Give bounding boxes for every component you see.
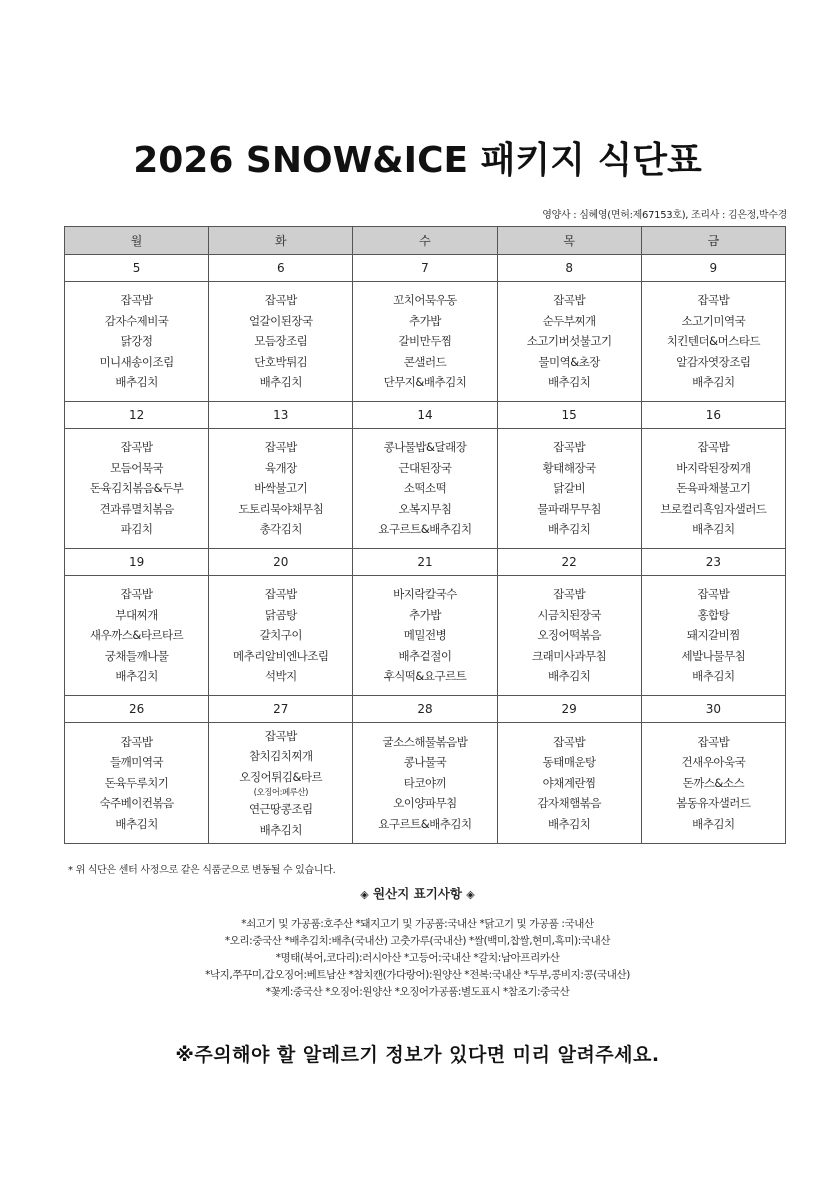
origin-title: 원산지 표기사항: [373, 886, 462, 901]
staff-credit: 영양사 : 심혜영(면허:제67153호), 조리사 : 김은정,박수경: [542, 210, 787, 221]
meal-item: 동태매운탕: [542, 755, 596, 770]
meal-item: 새우까스&타르타르: [89, 628, 184, 643]
meal-item: 크래미사과무침: [532, 648, 607, 663]
weekday-header-row: [65, 227, 786, 255]
menu-table: [64, 226, 786, 844]
meal-item: 배추김치: [115, 669, 158, 684]
meal-item: 추가밥: [409, 313, 441, 328]
meal-cell: [209, 723, 353, 844]
meal-item: 추가밥: [409, 607, 441, 622]
meal-item: 물파래무무침: [537, 501, 601, 516]
date-cell: 15: [497, 402, 641, 429]
meal-item: 요구르트&배추김치: [378, 816, 472, 831]
meal-item: 오징어튀김&타르: [239, 769, 323, 784]
meal-item: 바지락칼국수: [393, 587, 457, 602]
page-title: 2026 SNOW&ICE 패키지 식단표: [133, 140, 702, 181]
meal-cell: [65, 429, 209, 549]
meal-item: 건새우아욱국: [681, 755, 746, 770]
date-cell: 27: [209, 696, 353, 723]
meal-item: 잡곡밥: [553, 734, 586, 749]
diamond-icon: ◈: [466, 888, 475, 901]
diamond-icon: ◈: [360, 888, 369, 901]
meal-item: 잡곡밥: [120, 587, 153, 602]
meal-item: 배추김치: [547, 522, 591, 537]
meal-item: 홍합탕: [697, 607, 730, 622]
date-cell: 8: [497, 255, 641, 282]
meal-item: 브로컬리흑임자샐러드: [660, 501, 767, 516]
meal-item: 갈치구이: [259, 628, 302, 643]
origin-line: *꽃게:중국산 *오징어:원양산 *오징어가공품:별도표시 *참조기:중국산: [265, 986, 570, 998]
date-cell: 12: [65, 402, 209, 429]
meal-item: 잡곡밥: [264, 728, 297, 743]
meal-item: 감자채햄볶음: [537, 796, 601, 811]
meal-item: 타코야끼: [403, 775, 447, 790]
date-cell: 21: [353, 549, 497, 576]
meal-item: 돈육김치볶음&두부: [89, 481, 184, 496]
meal-cell: [353, 429, 497, 549]
meal-item: 배추김치: [259, 375, 302, 390]
meal-item: 봄동유자샐러드: [676, 796, 751, 811]
meal-item: 육개장: [264, 460, 297, 475]
meal-item: 단호박튀김: [254, 354, 308, 369]
meal-item: 닭갈비: [553, 481, 586, 496]
meal-item: 석박지: [264, 669, 297, 684]
origin-line: *쇠고기 및 가공품:호주산 *돼지고기 및 가공품:국내산 *닭고기 및 가공품 :국내산: [241, 918, 594, 930]
meal-item: 굴소스해물볶음밥: [382, 734, 468, 749]
date-cell: 30: [641, 696, 785, 723]
date-cell: 29: [497, 696, 641, 723]
meal-item: 잡곡밥: [264, 293, 297, 308]
meal-item: 소고기버섯불고기: [526, 334, 612, 349]
meal-item: 총각김치: [259, 522, 302, 537]
meal-cell: [641, 576, 785, 696]
meal-item: 오징어떡볶음: [537, 628, 601, 643]
origin-line: *낙지,쭈꾸미,갑오징어:베트남산 *참치캔(가다랑어):원양산 *전복:국내산 *두부,콩비지:콩(국내산): [205, 969, 630, 981]
date-cell: 9: [641, 255, 785, 282]
meal-item: 배추김치: [115, 816, 158, 831]
meal-item: 파김치: [120, 522, 153, 537]
meal-item: 황태해장국: [542, 460, 596, 475]
allergy-notice: ※주의해야 할 알레르기 정보가 있다면 미리 알려주세요.: [175, 1044, 660, 1066]
meal-item: 꼬치어묵우동: [393, 293, 457, 308]
weekday-header: 월: [65, 227, 209, 255]
meal-item: 시금치된장국: [537, 607, 601, 622]
meal-item: 부대찌개: [115, 607, 158, 622]
date-row: [65, 696, 786, 723]
meal-item: 후식떡&요구르트: [383, 669, 467, 684]
meal-cell: [209, 429, 353, 549]
meal-item: 오이양파무침: [393, 796, 457, 811]
meal-item: 참치김치찌개: [248, 749, 313, 764]
meal-item: 배추김치: [547, 669, 591, 684]
meal-item: 돼지갈비찜: [686, 628, 740, 643]
meal-item: 잡곡밥: [120, 734, 153, 749]
meal-item: 잡곡밥: [553, 440, 586, 455]
meal-item: 배추김치: [692, 669, 735, 684]
meal-cell: [353, 576, 497, 696]
date-cell: 13: [209, 402, 353, 429]
meal-row: [65, 723, 786, 844]
meal-item: 물미역&초장: [538, 354, 600, 369]
weekday-header: 화: [209, 227, 353, 255]
menu-body: [65, 255, 786, 844]
change-note: * 위 식단은 센터 사정으로 같은 식품군으로 변동될 수 있습니다.: [68, 865, 336, 876]
meal-cell: [497, 282, 641, 402]
meal-cell: [497, 723, 641, 844]
meal-item: 메밀전병: [403, 628, 447, 643]
meal-cell: [641, 723, 785, 844]
meal-cell: [209, 576, 353, 696]
meal-cell: [497, 429, 641, 549]
date-cell: 26: [65, 696, 209, 723]
meal-item: 잡곡밥: [697, 440, 730, 455]
meal-item: 잡곡밥: [697, 734, 730, 749]
meal-item: 잡곡밥: [697, 293, 730, 308]
date-cell: 19: [65, 549, 209, 576]
date-cell: 5: [65, 255, 209, 282]
meal-item: 배추김치: [692, 816, 735, 831]
meal-cell: [65, 282, 209, 402]
meal-row: [65, 576, 786, 696]
meal-item: 단무지&배추김치: [383, 375, 467, 390]
meal-item: 감자수제비국: [104, 313, 169, 328]
meal-item: 오복지무침: [398, 501, 452, 516]
meal-row: [65, 429, 786, 549]
meal-item: 닭곰탕: [264, 607, 297, 622]
meal-item: 근대된장국: [398, 460, 452, 475]
meal-item: 바싹불고기: [254, 481, 308, 496]
meal-item: 소고기미역국: [681, 313, 746, 328]
meal-item: 배추김치: [115, 375, 158, 390]
meal-item: 돈육두루치기: [104, 775, 169, 790]
meal-item: 배추김치: [547, 816, 591, 831]
meal-cell: [641, 429, 785, 549]
meal-item: 콩나물국: [403, 755, 447, 770]
meal-item: 배추김치: [547, 375, 591, 390]
meal-item: 돈까스&소스: [682, 775, 745, 790]
meal-item: 배추김치: [692, 522, 735, 537]
meal-item: 세발나물무침: [681, 648, 746, 663]
meal-row: [65, 282, 786, 402]
meal-item: 배추겉절이: [398, 648, 452, 663]
meal-item: 콘샐러드: [403, 354, 447, 369]
weekday-header: 목: [497, 227, 641, 255]
date-cell: 23: [641, 549, 785, 576]
meal-item: 궁채들깨나물: [104, 648, 169, 663]
meal-item: 도토리묵야채무침: [238, 501, 324, 516]
meal-item: 야채계란찜: [542, 775, 596, 790]
meal-cell: [353, 723, 497, 844]
meal-item: 얼갈이된장국: [248, 313, 313, 328]
meal-item: 메추리알비엔나조림: [233, 648, 329, 663]
meal-item: 배추김치: [259, 822, 302, 837]
meal-item: 숙주베이컨볶음: [99, 796, 174, 811]
meal-item: 잡곡밥: [553, 293, 586, 308]
meal-item: 소떡소떡: [403, 481, 447, 496]
date-row: [65, 402, 786, 429]
meal-item: 요구르트&배추김치: [378, 522, 472, 537]
meal-item: 순두부찌개: [542, 313, 596, 328]
date-cell: 7: [353, 255, 497, 282]
meal-item: 배추김치: [692, 375, 735, 390]
meal-item: 잡곡밥: [264, 587, 297, 602]
meal-item: 돈육파채불고기: [676, 481, 751, 496]
weekday-header: 금: [641, 227, 785, 255]
meal-cell: [65, 576, 209, 696]
date-row: [65, 549, 786, 576]
meal-item: 알감자엿장조림: [676, 354, 751, 369]
origin-line: *명태(북어,코다리):러시아산 *고등어:국내산 *갈치:남아프리카산: [275, 952, 560, 964]
meal-item: 잡곡밥: [697, 587, 730, 602]
meal-item: 잡곡밥: [264, 440, 297, 455]
meal-item: 연근땅콩조림: [248, 802, 313, 817]
meal-item: 콩나물밥&달래장: [383, 440, 467, 455]
meal-item: 갈비만두찜: [398, 334, 452, 349]
meal-item: 견과류멸치볶음: [99, 501, 174, 516]
meal-item: (오징어:페루산): [253, 788, 308, 799]
origin-heading: [0, 884, 835, 902]
date-cell: 22: [497, 549, 641, 576]
meal-cell: [65, 723, 209, 844]
meal-cell: [641, 282, 785, 402]
meal-item: 치킨텐더&머스타드: [666, 334, 761, 349]
date-cell: 14: [353, 402, 497, 429]
meal-item: 모듬어묵국: [110, 460, 164, 475]
date-cell: 6: [209, 255, 353, 282]
meal-item: 잡곡밥: [120, 440, 153, 455]
date-cell: 16: [641, 402, 785, 429]
weekday-header: 수: [353, 227, 497, 255]
meal-item: 바지락된장찌개: [676, 460, 751, 475]
meal-cell: [209, 282, 353, 402]
meal-item: 잡곡밥: [553, 587, 586, 602]
meal-item: 들깨미역국: [110, 755, 164, 770]
meal-item: 잡곡밥: [120, 293, 153, 308]
date-cell: 28: [353, 696, 497, 723]
meal-item: 닭강정: [120, 334, 153, 349]
meal-item: 미니새송이조림: [99, 354, 174, 369]
date-cell: 20: [209, 549, 353, 576]
origin-list: [0, 916, 835, 1001]
meal-cell: [497, 576, 641, 696]
date-row: [65, 255, 786, 282]
origin-line: *오리:중국산 *배추김치:배추(국내산) 고춧가루(국내산) *쌀(백미,찹쌀,현미,흑미):국내산: [224, 935, 611, 947]
meal-cell: [353, 282, 497, 402]
meal-item: 모듬장조림: [254, 334, 308, 349]
